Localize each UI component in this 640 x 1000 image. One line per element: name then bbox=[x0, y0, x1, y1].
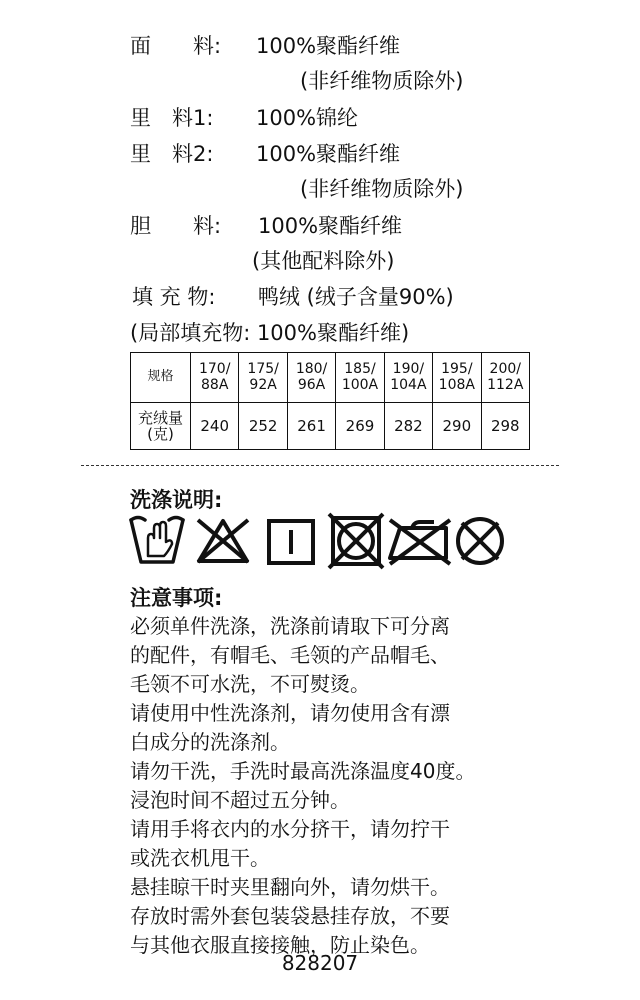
notes-line: 请用手将衣内的水分挤干，请勿拧干 bbox=[130, 817, 450, 841]
notes-line: 请使用中性洗涤剂，请勿使用含有漂 bbox=[130, 701, 450, 725]
notes-line: 或洗衣机甩干。 bbox=[130, 846, 270, 870]
size-cell: 180/ 96A bbox=[287, 353, 335, 403]
notes-line: 毛领不可水洗，不可熨烫。 bbox=[130, 672, 370, 696]
filling-label: 填 充 物: bbox=[132, 285, 216, 309]
size-cell: 185/ 100A bbox=[336, 353, 384, 403]
size-cell: 190/ 104A bbox=[384, 353, 432, 403]
do-not-iron-icon bbox=[390, 520, 450, 564]
do-not-dry-clean-icon bbox=[458, 519, 502, 563]
notes-line: 存放时需外套包装袋悬挂存放，不要 bbox=[130, 904, 450, 928]
notes-line: 悬挂晾干时夹里翻向外，请勿烘干。 bbox=[130, 875, 450, 899]
shell-value: 100%聚酯纤维 bbox=[256, 34, 401, 58]
shell-label: 面 料: bbox=[130, 34, 222, 58]
fill-cell: 282 bbox=[384, 402, 432, 450]
lining2-label: 里 料2: bbox=[130, 142, 214, 166]
fill-cell: 252 bbox=[239, 402, 287, 450]
bladder-value: 100%聚酯纤维 bbox=[258, 214, 403, 238]
size-fill-table bbox=[130, 352, 530, 450]
lining1-value: 100%锦纶 bbox=[256, 106, 359, 130]
lining1-label: 里 料1: bbox=[130, 106, 214, 130]
notes-line: 白成分的洗涤剂。 bbox=[130, 730, 290, 754]
hand-wash-icon bbox=[131, 518, 183, 563]
fill-cell: 240 bbox=[191, 402, 239, 450]
do-not-bleach-icon bbox=[198, 520, 248, 562]
washing-title: 洗涤说明: bbox=[130, 488, 223, 512]
fill-cell: 269 bbox=[336, 402, 384, 450]
line-dry-icon bbox=[269, 521, 313, 563]
do-not-tumble-dry-icon bbox=[329, 514, 383, 568]
size-cell: 170/ 88A bbox=[191, 353, 239, 403]
partial-filling: (局部填充物: 100%聚酯纤维) bbox=[130, 321, 410, 345]
size-cell: 200/ 112A bbox=[481, 353, 529, 403]
size-row bbox=[131, 353, 530, 403]
care-symbols bbox=[128, 512, 508, 570]
fill-cell: 290 bbox=[433, 402, 481, 450]
notes-line: 与其他衣服直接接触，防止染色。 bbox=[130, 933, 430, 957]
size-cell: 175/ 92A bbox=[239, 353, 287, 403]
size-header: 规格 bbox=[131, 353, 191, 403]
dashed-divider bbox=[81, 465, 559, 466]
notes-line: 必须单件洗涤，洗涤前请取下可分离 bbox=[130, 614, 450, 638]
fill-header: 充绒量 (克) bbox=[131, 402, 191, 450]
bladder-label: 胆 料: bbox=[130, 214, 222, 238]
notes-line: 请勿干洗，手洗时最高洗涤温度40度。 bbox=[130, 759, 476, 783]
notes-title: 注意事项: bbox=[130, 586, 223, 610]
fill-row bbox=[131, 402, 530, 450]
product-code: 828207 bbox=[281, 951, 359, 975]
lining2-value: 100%聚酯纤维 bbox=[256, 142, 401, 166]
fill-cell: 261 bbox=[287, 402, 335, 450]
shell-note: (非纤维物质除外) bbox=[300, 69, 464, 93]
filling-value: 鸭绒 (绒子含量90%) bbox=[258, 285, 454, 309]
fill-cell: 298 bbox=[481, 402, 529, 450]
notes-list bbox=[130, 612, 475, 960]
lining2-note: (非纤维物质除外) bbox=[300, 177, 464, 201]
notes-line: 浸泡时间不超过五分钟。 bbox=[130, 788, 350, 812]
notes-line: 的配件，有帽毛、毛领的产品帽毛、 bbox=[130, 643, 450, 667]
bladder-note: (其他配料除外) bbox=[252, 249, 395, 273]
size-cell: 195/ 108A bbox=[433, 353, 481, 403]
